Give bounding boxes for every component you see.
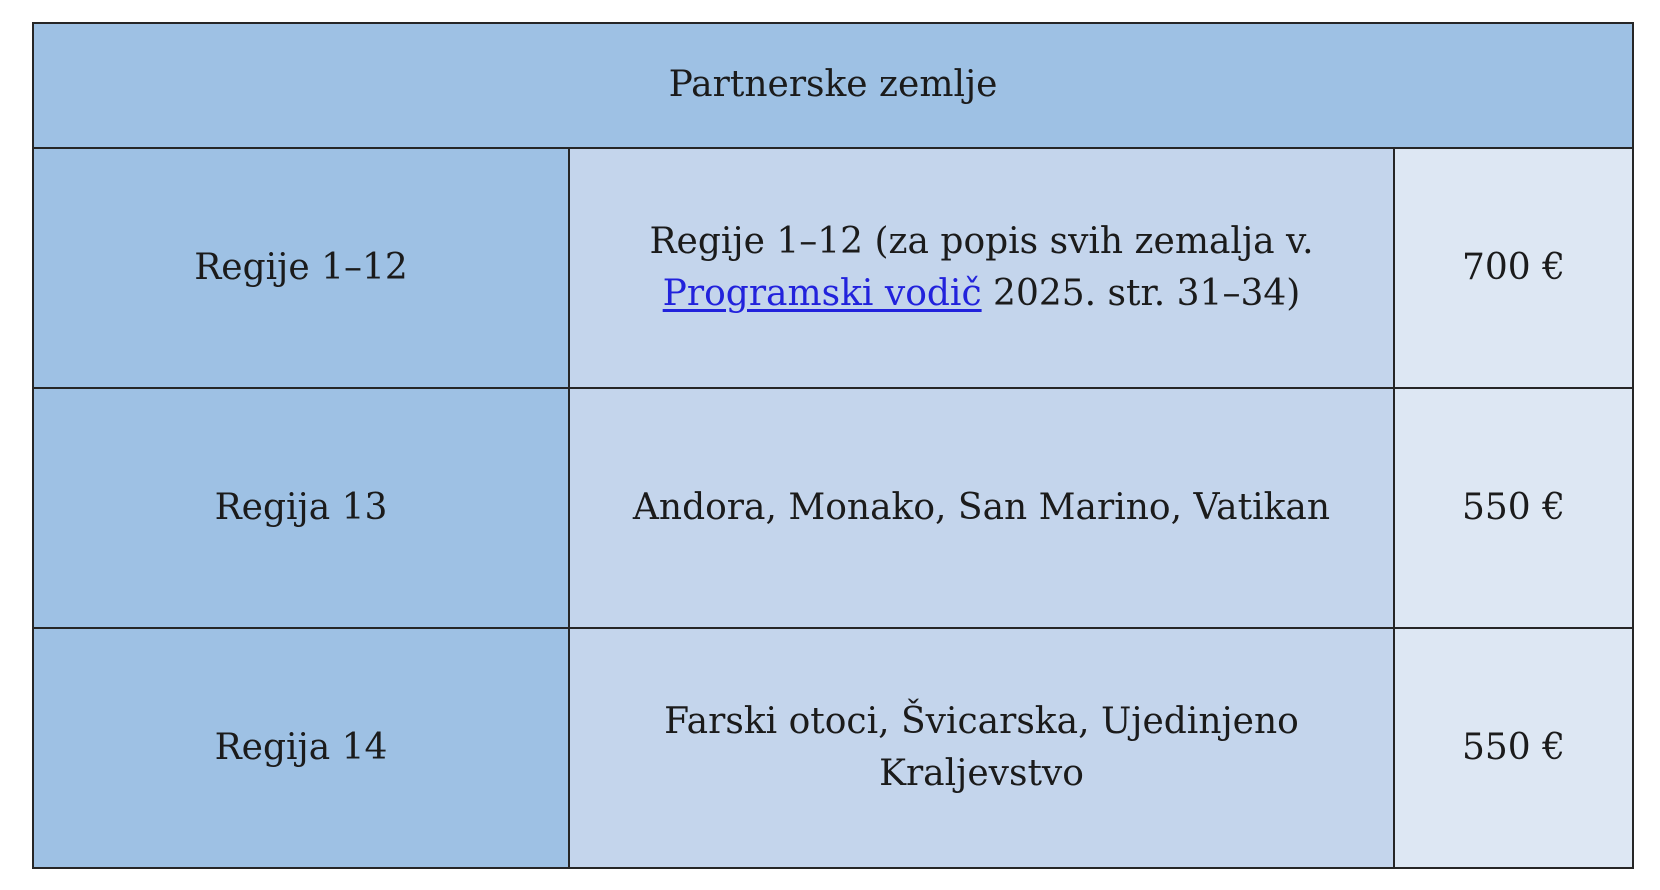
table-title: Partnerske zemlje <box>668 64 998 106</box>
region-cell <box>33 148 569 388</box>
table-header-cell <box>33 23 1633 148</box>
region-cell <box>33 388 569 628</box>
description-cell <box>569 148 1394 388</box>
price-value: 550 € <box>1461 486 1566 528</box>
description-cell <box>569 628 1394 868</box>
price-cell <box>1394 388 1633 628</box>
price-value: 700 € <box>1461 246 1566 288</box>
table-row <box>33 148 1633 388</box>
programski-vodic-link[interactable]: Programski vodič <box>662 273 982 314</box>
partner-countries-table <box>32 22 1634 869</box>
table-row <box>33 388 1633 628</box>
region-label: Regije 1–12 <box>194 246 408 288</box>
description-text: Andora, Monako, San Marino, Vatikan <box>632 486 1331 528</box>
table-row <box>33 628 1633 868</box>
description-text-post: 2025. str. 31–34) <box>981 273 1301 314</box>
price-cell <box>1394 628 1633 868</box>
description-text-pre: Regije 1–12 (za popis svih zemalja v. <box>649 220 1314 262</box>
price-cell <box>1394 148 1633 388</box>
region-cell <box>33 628 569 868</box>
price-value: 550 € <box>1461 726 1566 768</box>
table-header-row <box>33 23 1633 148</box>
description-text: Farski otoci, Švicarska, Ujedinjeno Kraljevstvo <box>664 700 1299 794</box>
description-cell <box>569 388 1394 628</box>
region-label: Regija 13 <box>214 486 388 528</box>
region-label: Regija 14 <box>214 726 388 768</box>
